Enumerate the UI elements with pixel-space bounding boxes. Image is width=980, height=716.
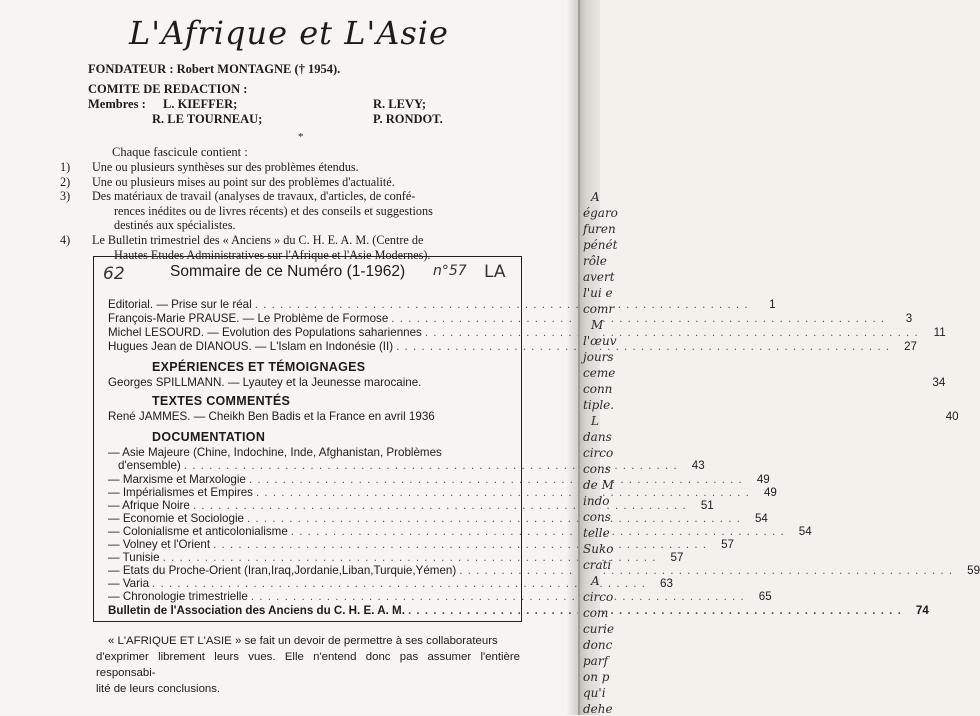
members-label: Membres : [88,97,146,111]
member-le-tourneau: R. LE TOURNEAU; [152,112,263,126]
toc-entry: François-Marie PRAUSE. — Le Problème de Formose . . . 3 [108,312,510,325]
toc-entry: — Asie Majeure (Chine, Indochine, Inde, Afghanistan, Problèmes [108,446,442,459]
facing-page-text: com [583,606,609,620]
toc-entry: — Afrique Noire . . . 51 [108,499,510,512]
facing-page-text: comr [583,302,615,316]
facing-page-text: parf [583,654,609,668]
list-item: 1) Une ou plusieurs synthèses sur des problèmes étendus. [60,160,359,174]
facing-page-text: A [591,190,600,204]
facing-page-text: l'œuv [583,334,617,348]
journal-title: L'Afrique et L'Asie [129,14,449,52]
facing-page-text: on p [583,670,610,684]
handwritten-issue-number: n°57 [433,263,467,279]
list-item: 2) Une ou plusieurs mises au point sur des problèmes d'actualité. [60,174,395,189]
editorial-committee-title: COMITE DE REDACTION : [88,82,248,96]
section-heading-experiences: EXPÉRIENCES ET TÉMOIGNAGES [152,360,366,374]
list-item: 3) Des matériaux de travail (analyses de travaux, d'articles, de confé- rences inédites ou de livres récents) et des conseils et suggestions destinés aux spécialistes. [60,189,433,233]
toc-entry: René JAMMES. — Cheikh Ben Badis et la France en avril 1936 40 [108,410,959,423]
sommaire-title: Sommaire de ce Numéro (1-1962) [170,263,406,280]
list-item: 4) Le Bulletin trimestriel des « Anciens » du C. H. E. A. M. (Centre de Hautes Etudes Administratives sur l'Afrique et l'Asie Modernes). [60,232,431,262]
handwritten-number-left: 62 [103,264,125,284]
toc-entry: — Colonialisme et anticolonialisme . . . 54 [108,525,510,538]
facing-page-text: donc [583,638,613,652]
toc-entry: — Economie et Sociologie . . . 54 [108,512,510,525]
member-levy: R. LEVY; [373,97,427,111]
section-heading-textes: TEXTES COMMENTÉS [152,394,291,408]
toc-entry: — Tunisie . . . 57 [108,551,510,564]
toc-entry: Hugues Jean de DIANOUS. — L'Islam en Indonésie (II) . . . 27 [108,340,510,353]
contents-list [60,160,520,262]
contents-intro: Chaque fascicule contient : [112,145,248,159]
facing-page-text: jours [583,350,614,364]
facing-page-text: M [591,318,604,332]
handwritten-mark: LA [484,262,506,282]
facing-page-text: égaro [583,206,618,220]
facing-page-text: indo [583,494,610,508]
facing-page-text: tiple. [583,398,615,412]
section-heading-documentation: DOCUMENTATION [152,430,266,444]
facing-page-text: L [591,414,599,428]
toc-entry-bulletin: Bulletin de l'Association des Anciens du C. H. E. A. M. . . . 74 [108,604,510,617]
facing-page-text: ceme [583,366,616,380]
toc-entry: — Chronologie trimestrielle . . . 65 [108,590,510,603]
facing-page-text: Suko [583,542,614,556]
facing-page-text: l'ui e [583,286,613,300]
facing-page-text: cons [583,462,611,476]
facing-page-text: avert [583,270,615,284]
facing-page-text: pénét [583,238,618,252]
facing-page-text: qu'i [583,686,606,700]
founder-line: FONDATEUR : Robert MONTAGNE († 1954). [88,62,341,76]
toc-entry: — Impérialismes et Empires . . . 49 [108,486,510,499]
facing-page-text: dans [583,430,612,444]
toc-entry: — Marxisme et Marxologie . . . 49 [108,473,510,486]
member-rondot: P. RONDOT. [373,112,443,126]
facing-page-text: de M [583,478,614,492]
toc-entry: d'ensemble) . . . 43 [108,459,510,472]
member-kieffer: L. KIEFFER; [163,97,238,111]
toc-entry: — Etats du Proche-Orient (Iran,Iraq,Jordanie,Liban,Turquie,Yémen) . . . 59 [108,564,510,577]
toc-entry: Michel LESOURD. — Evolution des Populations sahariennes . . . 11 [108,326,510,339]
ornament-asterisk: * [298,131,304,143]
facing-page-text: circo [583,446,614,460]
facing-page-text: curie [583,622,615,636]
facing-page-text: A [591,574,600,588]
toc-entry: — Volney et l'Orient . . . 57 [108,538,510,551]
facing-page-fragment [583,0,618,716]
facing-page-text: dehe [583,702,613,716]
facing-page-text: conn [583,382,613,396]
toc-entry: Georges SPILLMANN. — Lyautey et la Jeunesse marocaine. 34 [108,376,946,389]
toc-entry: — Varia . . . 63 [108,577,510,590]
facing-page-text: rôle [583,254,607,268]
disclaimer-paragraph: « L'AFRIQUE ET L'ASIE » se fait un devoir de permettre à ses collaborateurs d'exprimer librement leurs vues. Elle n'entend donc pas assumer l'entière responsabi- lité de leurs conclusions. [96,635,520,695]
toc-entry: Editorial. — Prise sur le réal . . . 1 [108,298,510,311]
facing-page-text: telle [583,526,610,540]
facing-page-text: crati [583,558,612,572]
facing-page-text: cons [583,510,611,524]
facing-page-text: furen [583,222,616,236]
facing-page-text: circo [583,590,614,604]
